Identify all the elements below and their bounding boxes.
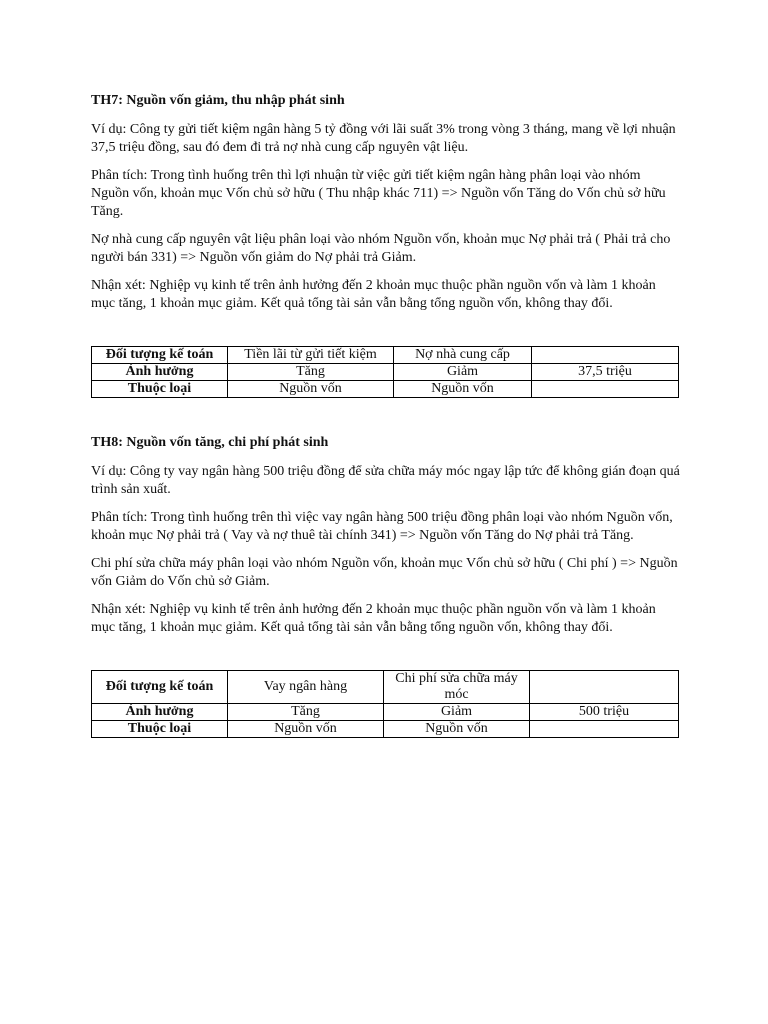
row-header-cell: Ảnh hưởng [92,704,228,721]
table-cell: Vay ngân hàng [228,671,384,704]
table-cell: 37,5 triệu [532,364,679,381]
row-header-cell: Thuộc loại [92,381,228,398]
example-paragraph: Ví dụ: Công ty gửi tiết kiệm ngân hàng 5 tỷ đồng với lãi suất 3% trong vòng 3 tháng, mang về lợi nhuận 37,5 triệu đồng, sau đó đem đi trả nợ nhà cung cấp nguyên vật liệu. [91,122,676,155]
row-header-cell: Đối tượng kế toán [92,347,228,364]
table-row [92,721,679,738]
table-cell: Tăng [228,704,384,721]
table-cell: Giảm [384,704,530,721]
table-cell: Nợ nhà cung cấp [394,347,532,364]
table-cell: Nguồn vốn [384,721,530,738]
table-cell: Chi phí sửa chữa máy móc [384,671,530,704]
accounting-table [91,346,679,398]
section-title: TH8: Nguồn vốn tăng, chi phí phát sinh [91,435,329,450]
remark-paragraph: Nhận xét: Nghiệp vụ kinh tế trên ảnh hưởng đến 2 khoản mục thuộc phần nguồn vốn và làm 1 khoản mục tăng, 1 khoản mục giảm. Kết quả tổng tài sản vẫn bằng tổng nguồn vốn, không thay đổi. [91,602,656,635]
analysis-paragraph: Phân tích: Trong tình huống trên thì lợi nhuận từ việc gửi tiết kiệm ngân hàng phân loại vào nhóm Nguồn vốn, khoản mục Vốn chủ sở hữu ( Thu nhập khác 711) => Nguồn vốn Tăng do Vốn chủ sở hữu Tăng. [91,168,666,219]
section-th7 [91,92,681,398]
table-cell [532,381,679,398]
table-cell: Nguồn vốn [228,721,384,738]
analysis-paragraph: Phân tích: Trong tình huống trên thì việc vay ngân hàng 500 triệu đồng phân loại vào nhóm Nguồn vốn, khoản mục Nợ phải trả ( Vay và nợ thuê tài chính 341) => Nguồn vốn Tăng do Nợ phải trả Tăng. [91,510,673,543]
table-row [92,704,679,721]
row-header-cell: Thuộc loại [92,721,228,738]
table-row [92,381,679,398]
table-cell: Nguồn vốn [394,381,532,398]
table-cell: Giảm [394,364,532,381]
row-header-cell: Ảnh hưởng [92,364,228,381]
table-row [92,347,679,364]
accounting-table [91,670,679,738]
section-th8 [91,434,681,738]
table-cell: Tăng [228,364,394,381]
section-title: TH7: Nguồn vốn giảm, thu nhập phát sinh [91,93,345,108]
table-cell: Nguồn vốn [228,381,394,398]
table-cell: 500 triệu [530,704,679,721]
example-paragraph: Ví dụ: Công ty vay ngân hàng 500 triệu đồng để sửa chữa máy móc ngay lập tức để không gián đoạn quá trình sản xuất. [91,464,680,497]
analysis-paragraph-2: Nợ nhà cung cấp nguyên vật liệu phân loại vào nhóm Nguồn vốn, khoản mục Nợ phải trả ( Phải trả cho người bán 331) => Nguồn vốn giảm do Nợ phải trả Giảm. [91,232,671,265]
table-row [92,364,679,381]
table-cell [530,671,679,704]
table-row [92,671,679,704]
table-cell [530,721,679,738]
table-cell: Tiền lãi từ gửi tiết kiệm [228,347,394,364]
row-header-cell: Đối tượng kế toán [92,671,228,704]
analysis-paragraph-2: Chi phí sửa chữa máy phân loại vào nhóm Nguồn vốn, khoản mục Vốn chủ sở hữu ( Chi phí ) => Nguồn vốn Giảm do Vốn chủ sở Giảm. [91,556,678,589]
table-cell [532,347,679,364]
remark-paragraph: Nhận xét: Nghiệp vụ kinh tế trên ảnh hưởng đến 2 khoản mục thuộc phần nguồn vốn và làm 1 khoản mục tăng, 1 khoản mục giảm. Kết quả tổng tài sản vẫn bằng tổng nguồn vốn, không thay đổi. [91,278,656,311]
